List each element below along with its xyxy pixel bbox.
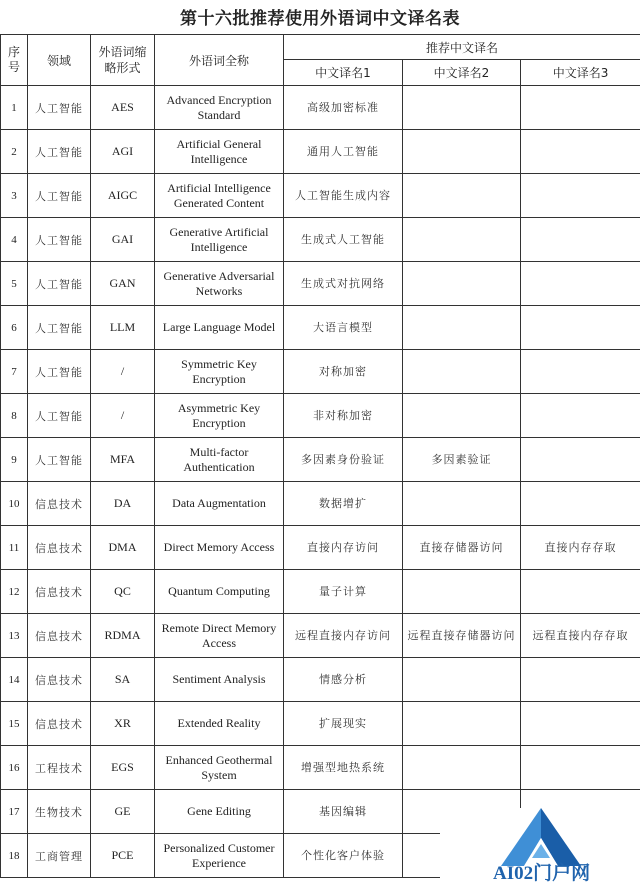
- page-title: 第十六批推荐使用外语词中文译名表: [0, 4, 640, 34]
- cell-abbr: AIGC: [91, 174, 155, 218]
- table-row: [1, 86, 640, 130]
- table-row: [1, 570, 640, 614]
- cell-abbr: GE: [91, 790, 155, 834]
- cell-zh3: [521, 174, 640, 218]
- cell-zh1: 高级加密标准: [284, 86, 403, 130]
- cell-zh1: 直接内存访问: [284, 526, 403, 570]
- table-row: [1, 526, 640, 570]
- translation-table: [0, 34, 640, 878]
- cell-field: 信息技术: [28, 570, 91, 614]
- cell-zh2: [403, 174, 521, 218]
- cell-zh1: 生成式人工智能: [284, 218, 403, 262]
- cell-abbr: RDMA: [91, 614, 155, 658]
- cell-seq: 15: [1, 702, 28, 746]
- cell-zh1: 多因素身份验证: [284, 438, 403, 482]
- cell-abbr: DMA: [91, 526, 155, 570]
- cell-zh2: [403, 482, 521, 526]
- cell-full-name: Gene Editing: [155, 790, 284, 834]
- cell-full-name: Personalized Customer Experience: [155, 834, 284, 878]
- cell-zh3: [521, 746, 640, 790]
- cell-zh1: 对称加密: [284, 350, 403, 394]
- table-row: [1, 746, 640, 790]
- cell-zh1: 大语言模型: [284, 306, 403, 350]
- cell-zh2: [403, 570, 521, 614]
- header-field: 领域: [28, 35, 91, 86]
- cell-field: 人工智能: [28, 306, 91, 350]
- cell-abbr: DA: [91, 482, 155, 526]
- cell-zh2: [403, 218, 521, 262]
- header-full: 外语词全称: [155, 35, 284, 86]
- cell-field: 生物技术: [28, 790, 91, 834]
- cell-zh3: [521, 262, 640, 306]
- cell-zh3: [521, 394, 640, 438]
- cell-full-name: Data Augmentation: [155, 482, 284, 526]
- table-row: [1, 482, 640, 526]
- cell-seq: 4: [1, 218, 28, 262]
- cell-seq: 5: [1, 262, 28, 306]
- cell-zh1: 数据增扩: [284, 482, 403, 526]
- cell-zh2: [403, 702, 521, 746]
- cell-abbr: LLM: [91, 306, 155, 350]
- cell-zh1: 量子计算: [284, 570, 403, 614]
- table-row: [1, 174, 640, 218]
- cell-zh1: 基因编辑: [284, 790, 403, 834]
- cell-full-name: Generative Adversarial Networks: [155, 262, 284, 306]
- cell-full-name: Multi-factor Authentication: [155, 438, 284, 482]
- cell-full-name: Quantum Computing: [155, 570, 284, 614]
- cell-seq: 3: [1, 174, 28, 218]
- table-row: [1, 130, 640, 174]
- header-zh1: 中文译名1: [284, 60, 403, 86]
- cell-zh3: [521, 306, 640, 350]
- cell-zh2: 远程直接存储器访问: [403, 614, 521, 658]
- cell-field: 工程技术: [28, 746, 91, 790]
- cell-seq: 6: [1, 306, 28, 350]
- table-row: [1, 658, 640, 702]
- cell-full-name: Advanced Encryption Standard: [155, 86, 284, 130]
- cell-zh3: 直接内存存取: [521, 526, 640, 570]
- cell-seq: 2: [1, 130, 28, 174]
- cell-seq: 17: [1, 790, 28, 834]
- cell-zh2: 多因素验证: [403, 438, 521, 482]
- cell-abbr: XR: [91, 702, 155, 746]
- cell-field: 人工智能: [28, 130, 91, 174]
- cell-field: 信息技术: [28, 702, 91, 746]
- cell-zh3: [521, 438, 640, 482]
- cell-zh1: 人工智能生成内容: [284, 174, 403, 218]
- cell-zh2: 直接存储器访问: [403, 526, 521, 570]
- cell-full-name: Generative Artificial Intelligence: [155, 218, 284, 262]
- cell-seq: 14: [1, 658, 28, 702]
- header-zh2: 中文译名2: [403, 60, 521, 86]
- cell-seq: 7: [1, 350, 28, 394]
- cell-abbr: EGS: [91, 746, 155, 790]
- cell-full-name: Enhanced Geothermal System: [155, 746, 284, 790]
- cell-full-name: Artificial Intelligence Generated Content: [155, 174, 284, 218]
- cell-seq: 11: [1, 526, 28, 570]
- table-row: [1, 262, 640, 306]
- cell-full-name: Direct Memory Access: [155, 526, 284, 570]
- cell-zh2: [403, 130, 521, 174]
- cell-zh2: [403, 350, 521, 394]
- cell-zh1: 情感分析: [284, 658, 403, 702]
- table-row: [1, 702, 640, 746]
- table-row: [1, 218, 640, 262]
- cell-abbr: AES: [91, 86, 155, 130]
- table-row: [1, 394, 640, 438]
- cell-zh2: [403, 746, 521, 790]
- cell-field: 信息技术: [28, 482, 91, 526]
- cell-zh2: [403, 658, 521, 702]
- watermark-text: AI02门户网: [493, 858, 590, 885]
- cell-abbr: QC: [91, 570, 155, 614]
- cell-zh3: [521, 658, 640, 702]
- cell-abbr: PCE: [91, 834, 155, 878]
- table-row: [1, 614, 640, 658]
- cell-field: 人工智能: [28, 350, 91, 394]
- cell-zh1: 远程直接内存访问: [284, 614, 403, 658]
- cell-field: 人工智能: [28, 438, 91, 482]
- cell-seq: 16: [1, 746, 28, 790]
- cell-zh1: 个性化客户体验: [284, 834, 403, 878]
- table-row: [1, 438, 640, 482]
- cell-zh1: 通用人工智能: [284, 130, 403, 174]
- cell-seq: 1: [1, 86, 28, 130]
- cell-zh2: [403, 306, 521, 350]
- cell-zh1: 生成式对抗网络: [284, 262, 403, 306]
- cell-full-name: Remote Direct Memory Access: [155, 614, 284, 658]
- cell-full-name: Sentiment Analysis: [155, 658, 284, 702]
- cell-zh3: [521, 130, 640, 174]
- cell-zh3: [521, 86, 640, 130]
- cell-full-name: Symmetric Key Encryption: [155, 350, 284, 394]
- cell-full-name: Asymmetric Key Encryption: [155, 394, 284, 438]
- cell-abbr: AGI: [91, 130, 155, 174]
- cell-seq: 18: [1, 834, 28, 878]
- header-zh3: 中文译名3: [521, 60, 640, 86]
- table-row: [1, 350, 640, 394]
- header-abbr: 外语词缩略形式: [91, 35, 155, 86]
- cell-full-name: Extended Reality: [155, 702, 284, 746]
- cell-abbr: GAI: [91, 218, 155, 262]
- cell-field: 信息技术: [28, 526, 91, 570]
- cell-seq: 9: [1, 438, 28, 482]
- cell-field: 人工智能: [28, 262, 91, 306]
- cell-abbr: /: [91, 350, 155, 394]
- cell-zh1: 非对称加密: [284, 394, 403, 438]
- cell-seq: 8: [1, 394, 28, 438]
- header-recommended: 推荐中文译名: [284, 35, 640, 60]
- cell-seq: 12: [1, 570, 28, 614]
- cell-zh3: [521, 702, 640, 746]
- cell-zh1: 扩展现实: [284, 702, 403, 746]
- cell-zh2: [403, 394, 521, 438]
- cell-field: 信息技术: [28, 658, 91, 702]
- cell-zh3: [521, 570, 640, 614]
- cell-field: 人工智能: [28, 394, 91, 438]
- table-body: [1, 86, 640, 878]
- cell-full-name: Large Language Model: [155, 306, 284, 350]
- cell-field: 工商管理: [28, 834, 91, 878]
- cell-field: 信息技术: [28, 614, 91, 658]
- cell-seq: 13: [1, 614, 28, 658]
- header-seq: 序号: [1, 35, 28, 86]
- cell-full-name: Artificial General Intelligence: [155, 130, 284, 174]
- cell-zh3: 远程直接内存存取: [521, 614, 640, 658]
- cell-field: 人工智能: [28, 218, 91, 262]
- cell-abbr: SA: [91, 658, 155, 702]
- cell-zh1: 增强型地热系统: [284, 746, 403, 790]
- table-row: [1, 306, 640, 350]
- cell-zh2: [403, 86, 521, 130]
- cell-abbr: GAN: [91, 262, 155, 306]
- cell-zh3: [521, 482, 640, 526]
- cell-zh2: [403, 262, 521, 306]
- cell-abbr: MFA: [91, 438, 155, 482]
- cell-field: 人工智能: [28, 86, 91, 130]
- cell-abbr: /: [91, 394, 155, 438]
- cell-seq: 10: [1, 482, 28, 526]
- cell-field: 人工智能: [28, 174, 91, 218]
- cell-zh3: [521, 218, 640, 262]
- cell-zh3: [521, 350, 640, 394]
